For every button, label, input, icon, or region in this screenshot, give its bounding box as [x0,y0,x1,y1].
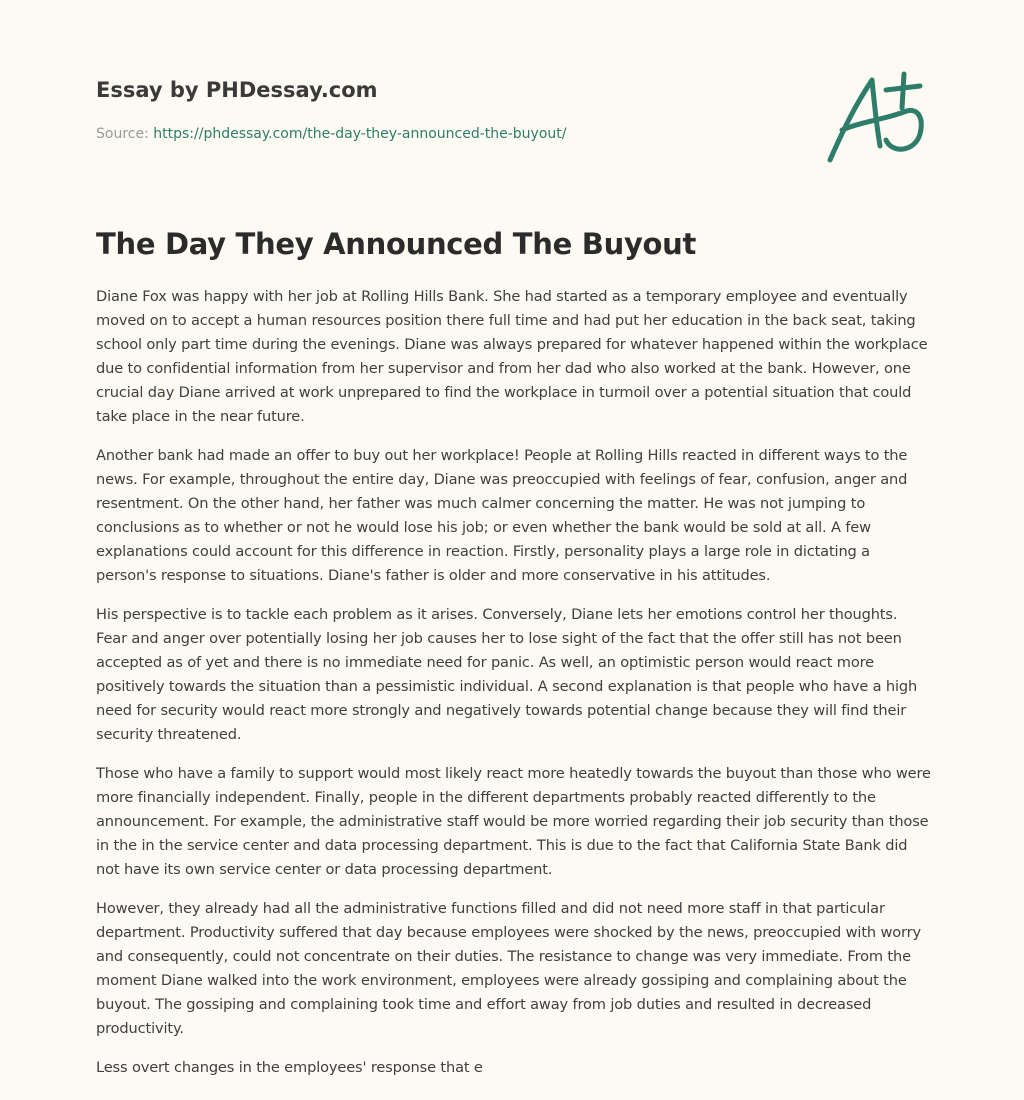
essay-paragraph: Less overt changes in the employees' response that e [96,1059,483,1076]
essay-paragraph: Diane Fox was happy with her job at Rolling Hills Bank. She had started as a temporary employee and eventually moved on to accept a human resources position there full time and had put her education in the back seat, taking school only part time during the evenings. Diane was always prepared for whatever happened within the workplace due to confidential information from her supervisor and from her dad who also worked at the bank. However, one crucial day Diane arrived at work unprepared to find the workplace in turmoil over a potential situation that could take place in the near future. [96,288,928,425]
a-plus-grade-icon [820,66,930,166]
page-header [96,76,796,144]
essay-title: The Day They Announced The Buyout [96,227,697,261]
essay-paragraph: His perspective is to tackle each problem as it arises. Conversely, Diane lets her emotions control her thoughts. Fear and anger over potentially losing her job causes her to lose sight of the fact that the offer still has not been accepted as of yet and there is no immediate need for panic. As well, an optimistic person would react more positively towards the situation than a pessimistic individual. A second explanation is that people who have a high need for security would react more strongly and negatively towards potential change because they will find their security threatened. [96,606,918,743]
essay-paragraph: Another bank had made an offer to buy out her workplace! People at Rolling Hills reacted in different ways to the news. For example, throughout the entire day, Diane was preoccupied with feelings of fear, confusion, anger and resentment. On the other hand, her father was much calmer concerning the matter. He was not jumping to conclusions as to whether or not he would lose his job; or even whether the bank would be sold at all. A few explanations could account for this difference in reaction. Firstly, personality plays a large role in dictating a person's response to situations. Diane's father is older and more conservative in his attitudes. [96,447,908,584]
essay-paragraph: Those who have a family to support would most likely react more heatedly towards the buyout than those who were more financially independent. Finally, people in the different departments probably reacted differently to the announcement. For example, the administrative staff would be more worried regarding their job security than those in the in the service center and data processing department. This is due to the fact that California State Bank did not have its own service center or data processing department. [96,765,931,878]
site-title: Essay by PHDessay.com [96,78,378,102]
source-line [96,124,796,144]
source-link[interactable]: https://phdessay.com/the-day-they-announced-the-buyout/ [153,126,567,142]
source-label: Source: [96,126,149,142]
essay-body [96,285,932,1095]
essay-paragraph: However, they already had all the administrative functions filled and did not need more staff in that particular department. Productivity suffered that day because employees were shocked by the news, preoccupied with worry and consequently, could not concentrate on their duties. The resistance to change was very immediate. From the moment Diane walked into the work environment, employees were already gossiping and complaining about the buyout. The gossiping and complaining took time and effort away from job duties and resulted in decreased productivity. [96,900,921,1037]
